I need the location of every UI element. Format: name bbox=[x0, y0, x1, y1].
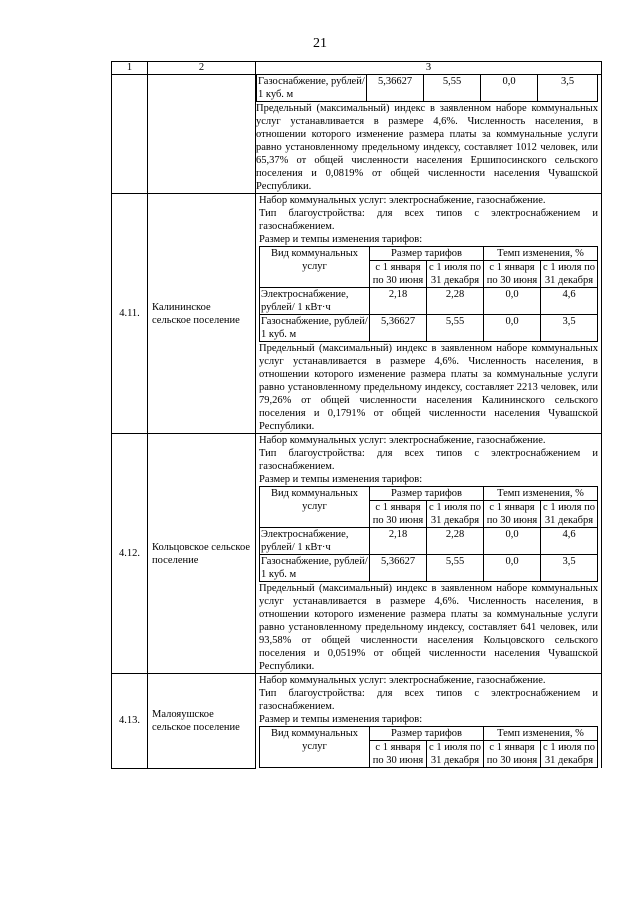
electricity-label: Электроснабжение, рублей/ 1 кВт·ч bbox=[260, 528, 370, 555]
gas-value: 0,0 bbox=[481, 75, 538, 102]
period-header: с 1 июля по 31 декабря bbox=[541, 741, 598, 768]
header-row bbox=[112, 62, 602, 75]
note-text: Предельный (максимальный) индекс в заявленном наборе коммунальных услуг устанавливается в размере 4,6%. Численность населения, в отношении которого изменение размера платы за коммунальные услуги равно установленному предельному индексу, составляет 641 человек, или 93,58% от общей численности населения Кольцовского сельского поселения и 0,0519% от общей численности населения Чувашской Республики. bbox=[259, 583, 598, 672]
rate-header: Темп изменения, % bbox=[484, 487, 598, 501]
period-header: с 1 января по 30 июня bbox=[370, 741, 427, 768]
period-header: с 1 января по 30 июня bbox=[484, 261, 541, 288]
improvement-type: Тип благоустройства: для всех типов с электроснабжением и газоснабжением. bbox=[259, 208, 598, 232]
gas-value: 3,5 bbox=[541, 315, 598, 342]
electricity-value: 2,28 bbox=[427, 528, 484, 555]
electricity-value: 4,6 bbox=[541, 288, 598, 315]
period-header: с 1 января по 30 июня bbox=[370, 261, 427, 288]
note-text: Предельный (максимальный) индекс в заявленном наборе коммунальных услуг устанавливается в размере 4,6%. Численность населения, в отношении которого изменение размера платы за коммунальные услуги равно установленному предельному индексу, составляет 2213 человек, или 79,26% от общей численности населения Калининского сельского поселения и 0,1791% от общей численности населения Чувашской Республики. bbox=[259, 343, 598, 432]
gas-value: 3,5 bbox=[541, 555, 598, 582]
tariff-table bbox=[111, 61, 602, 769]
table-row bbox=[112, 194, 602, 434]
gas-label: Газоснабжение, рублей/ 1 куб. м bbox=[258, 76, 365, 100]
size-header: Размер тарифов bbox=[370, 727, 484, 741]
gas-value: 5,36627 bbox=[370, 555, 427, 582]
header-col-3: 3 bbox=[256, 62, 602, 75]
gas-label: Газоснабжение, рублей/ 1 куб. м bbox=[261, 316, 368, 340]
inner-tariff-table bbox=[259, 246, 598, 342]
improvement-type: Тип благоустройства: для всех типов с электроснабжением и газоснабжением. bbox=[259, 448, 598, 472]
gas-label: Газоснабжение, рублей/ 1 куб. м bbox=[261, 556, 368, 580]
period-header: с 1 июля по 31 декабря bbox=[427, 501, 484, 528]
period-header: с 1 июля по 31 декабря bbox=[427, 261, 484, 288]
period-header: с 1 января по 30 июня bbox=[370, 501, 427, 528]
rate-header: Темп изменения, % bbox=[484, 727, 598, 741]
tariffs-label: Размер и темпы изменения тарифов: bbox=[259, 474, 423, 485]
settlement-name: Калининское сельское поселение bbox=[148, 194, 256, 434]
inner-tariff-table bbox=[256, 75, 598, 102]
service-set: Набор коммунальных услуг: электроснабжение, газоснабжение. bbox=[259, 675, 546, 686]
electricity-value: 4,6 bbox=[541, 528, 598, 555]
table-row bbox=[112, 434, 602, 674]
table-row-continuation bbox=[112, 75, 602, 194]
page-number: 21 bbox=[313, 36, 327, 51]
kind-header: Вид коммунальных услуг bbox=[260, 727, 370, 768]
settlement-name: Кольцовское сельское поселение bbox=[148, 434, 256, 674]
kind-header: Вид коммунальных услуг bbox=[260, 487, 370, 528]
row-number: 4.11. bbox=[112, 194, 148, 434]
gas-value: 0,0 bbox=[484, 315, 541, 342]
period-header: с 1 июля по 31 декабря bbox=[427, 741, 484, 768]
row-number: 4.13. bbox=[112, 674, 148, 769]
kind-header: Вид коммунальных услуг bbox=[260, 247, 370, 288]
electricity-value: 2,28 bbox=[427, 288, 484, 315]
gas-value: 5,36627 bbox=[370, 315, 427, 342]
note-text: Предельный (максимальный) индекс в заявленном наборе коммунальных услуг устанавливается в размере 4,6%. Численность населения, в отношении которого изменение размера платы за коммунальные услуги равно установленному предельному индексу, составляет 1012 человек, или 65,37% от общей численности населения Ершипосинского сельского поселения и 0,0819% от общей численности населения Чувашской Республики. bbox=[256, 103, 598, 192]
inner-tariff-table bbox=[259, 486, 598, 582]
gas-value: 5,55 bbox=[427, 555, 484, 582]
settlement-name: Малояушское сельское поселение bbox=[148, 674, 256, 769]
size-header: Размер тарифов bbox=[370, 247, 484, 261]
table-row bbox=[112, 674, 602, 769]
header-col-2: 2 bbox=[148, 62, 256, 75]
size-header: Размер тарифов bbox=[370, 487, 484, 501]
electricity-value: 0,0 bbox=[484, 528, 541, 555]
period-header: с 1 июля по 31 декабря bbox=[541, 501, 598, 528]
gas-value: 5,55 bbox=[427, 315, 484, 342]
service-set: Набор коммунальных услуг: электроснабжение, газоснабжение. bbox=[259, 435, 546, 446]
period-header: с 1 июля по 31 декабря bbox=[541, 261, 598, 288]
electricity-value: 2,18 bbox=[370, 288, 427, 315]
inner-tariff-table bbox=[259, 726, 598, 768]
gas-value: 3,5 bbox=[538, 75, 598, 102]
period-header: с 1 января по 30 июня bbox=[484, 741, 541, 768]
gas-value: 5,55 bbox=[424, 75, 481, 102]
gas-value: 0,0 bbox=[484, 555, 541, 582]
tariffs-label: Размер и темпы изменения тарифов: bbox=[259, 234, 423, 245]
row-number: 4.12. bbox=[112, 434, 148, 674]
electricity-value: 0,0 bbox=[484, 288, 541, 315]
gas-value: 5,36627 bbox=[367, 75, 424, 102]
period-header: с 1 января по 30 июня bbox=[484, 501, 541, 528]
service-set: Набор коммунальных услуг: электроснабжение, газоснабжение. bbox=[259, 195, 546, 206]
electricity-value: 2,18 bbox=[370, 528, 427, 555]
improvement-type: Тип благоустройства: для всех типов с электроснабжением и газоснабжением. bbox=[259, 688, 598, 712]
rate-header: Темп изменения, % bbox=[484, 247, 598, 261]
electricity-label: Электроснабжение, рублей/ 1 кВт·ч bbox=[260, 288, 370, 315]
header-col-1: 1 bbox=[112, 62, 148, 75]
tariffs-label: Размер и темпы изменения тарифов: bbox=[259, 714, 423, 725]
